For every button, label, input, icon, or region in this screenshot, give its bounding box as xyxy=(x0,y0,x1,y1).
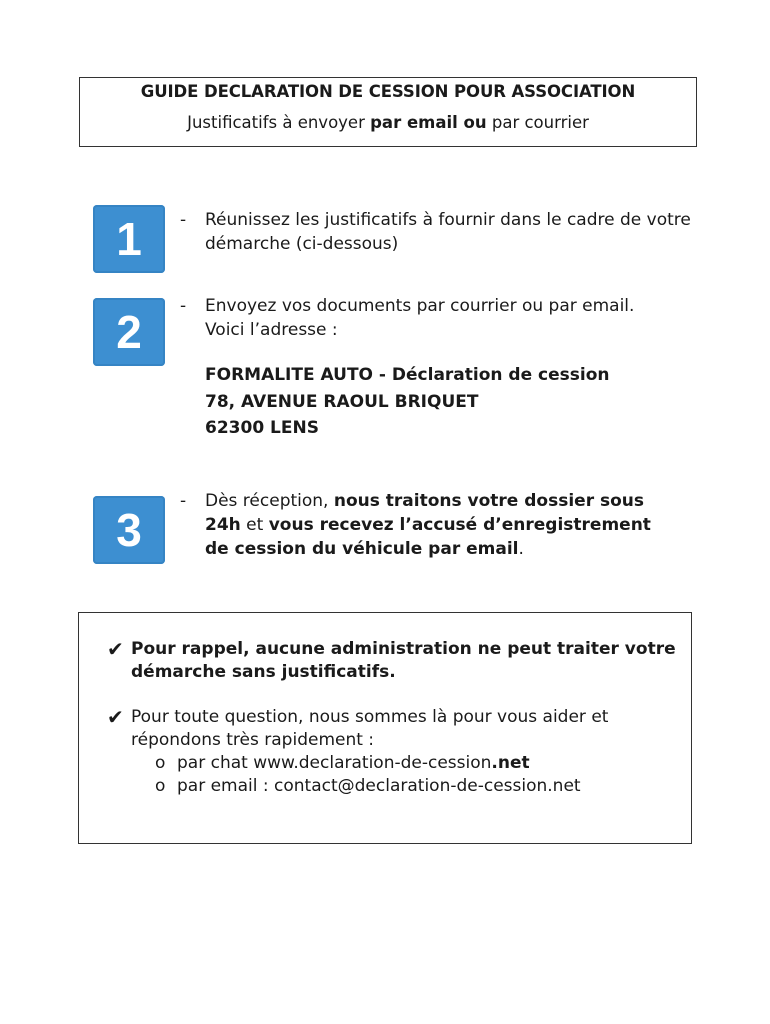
step-1-body: Réunissez les justificatifs à fournir dans le cadre de votre démarche (ci-dessous) xyxy=(205,210,691,254)
step-3-dash: - xyxy=(180,491,187,511)
question-text: Pour toute question, nous sommes là pour vous aider et répondons très rapidement : xyxy=(131,707,609,750)
step-2-line-1: Envoyez vos documents par courrier ou par email. xyxy=(205,296,635,316)
check-icon: ✔ xyxy=(107,705,124,729)
address-line-1: FORMALITE AUTO - Déclaration de cession xyxy=(205,365,610,385)
bullet-icon: o xyxy=(155,776,166,796)
step-2-text xyxy=(180,294,700,342)
step-3-text xyxy=(180,489,660,561)
reminder-text: Pour rappel, aucune administration ne peut traiter votre démarche sans justificatifs. xyxy=(131,639,676,682)
step-1-dash: - xyxy=(180,210,187,230)
address-line-3: 62300 LENS xyxy=(205,418,319,438)
header-box xyxy=(79,77,697,147)
bullet-icon: o xyxy=(155,753,166,773)
subtitle-bold: par email ou xyxy=(370,113,487,132)
subtitle-post: par courrier xyxy=(486,113,589,132)
postal-address xyxy=(205,362,610,442)
step-3-bold-2: vous recevez l’accusé d’enregistrement de cession du véhicule par email xyxy=(205,515,651,559)
reminder-item xyxy=(107,638,687,684)
step-2-line-2: Voici l’adresse : xyxy=(205,320,338,340)
step-3-pre: Dès réception, xyxy=(205,491,334,511)
email-contact xyxy=(155,775,687,798)
question-item xyxy=(107,706,687,798)
step-3-badge: 3 xyxy=(93,496,165,564)
step-1-badge: 1 xyxy=(93,205,165,273)
subtitle-pre: Justificatifs à envoyer xyxy=(187,113,371,132)
chat-contact xyxy=(155,752,687,775)
step-3-mid: et xyxy=(240,515,269,535)
step-2-badge: 2 xyxy=(93,298,165,366)
chat-pre: par chat www.declaration-de-cession xyxy=(177,753,492,773)
step-3-post: . xyxy=(518,539,524,559)
document-title: GUIDE DECLARATION DE CESSION POUR ASSOCIATION xyxy=(140,82,636,101)
step-2-body xyxy=(205,294,700,342)
info-box xyxy=(78,612,692,844)
step-1-text xyxy=(180,208,700,256)
check-icon: ✔ xyxy=(107,637,124,661)
step-2-dash: - xyxy=(180,296,187,316)
email-contact-text[interactable]: par email : contact@declaration-de-cession.net xyxy=(177,776,581,796)
step-3-bold-1: nous traitons votre dossier sous 24h xyxy=(205,491,645,535)
step-3-body xyxy=(205,489,660,561)
address-line-2: 78, AVENUE RAOUL BRIQUET xyxy=(205,391,479,412)
document-subtitle xyxy=(80,113,696,132)
chat-bold: .net xyxy=(491,753,530,773)
chat-contact-text[interactable] xyxy=(177,752,687,775)
